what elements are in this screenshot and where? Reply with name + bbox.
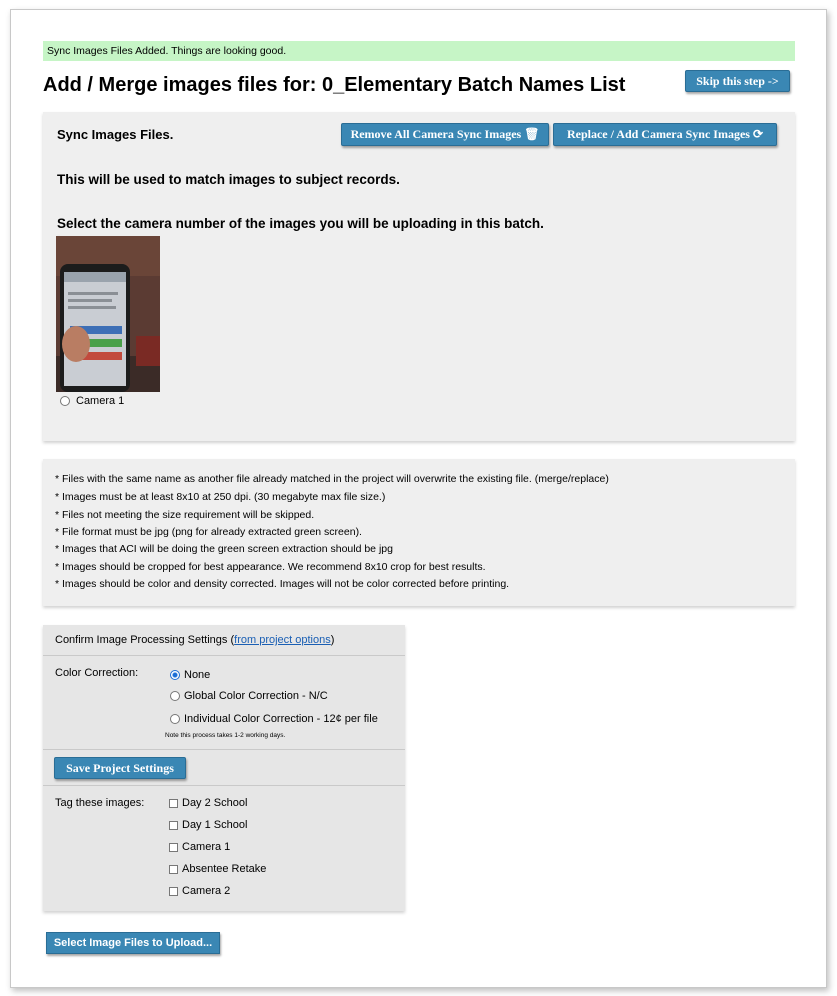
tag-option[interactable]: Camera 1 bbox=[169, 841, 230, 853]
tag-checkbox[interactable] bbox=[169, 887, 178, 896]
tag-checkbox[interactable] bbox=[169, 865, 178, 874]
purpose-text: This will be used to match images to subject records. bbox=[57, 172, 400, 187]
note-item: * Images should be cropped for best appearance. We recommend 8x10 crop for best results. bbox=[55, 561, 486, 573]
color-option-individual[interactable]: Individual Color Correction - 12¢ per file bbox=[170, 713, 378, 725]
camera-1-label: Camera 1 bbox=[76, 395, 125, 407]
tag-images-label: Tag these images: bbox=[55, 797, 145, 809]
tag-option[interactable]: Day 1 School bbox=[169, 819, 247, 831]
select-upload-files-button[interactable]: Select Image Files to Upload... bbox=[46, 932, 220, 954]
replace-sync-images-button[interactable]: Replace / Add Camera Sync Images ⟳ bbox=[553, 123, 777, 146]
color-option-global[interactable]: Global Color Correction - N/C bbox=[170, 690, 328, 702]
settings-divider bbox=[43, 785, 405, 786]
project-options-link[interactable]: from project options bbox=[234, 634, 331, 646]
save-project-settings-button[interactable]: Save Project Settings bbox=[54, 757, 186, 779]
tag-checkbox[interactable] bbox=[169, 843, 178, 852]
camera-1-radio[interactable] bbox=[60, 396, 70, 406]
note-item: * Files not meeting the size requirement will be skipped. bbox=[55, 509, 315, 521]
color-global-radio[interactable] bbox=[170, 691, 180, 701]
processing-note: Note this process takes 1-2 working days. bbox=[165, 732, 286, 739]
success-alert: Sync Images Files Added. Things are looking good. bbox=[43, 41, 795, 61]
page-title: Add / Merge images files for: 0_Elementary Batch Names List bbox=[43, 74, 626, 96]
tag-checkbox[interactable] bbox=[169, 799, 178, 808]
color-none-radio[interactable] bbox=[170, 670, 180, 680]
skip-step-button[interactable]: Skip this step -> bbox=[685, 70, 790, 92]
camera-thumbnail[interactable] bbox=[56, 236, 160, 392]
color-option-none[interactable]: None bbox=[170, 669, 210, 681]
tag-option[interactable]: Absentee Retake bbox=[169, 863, 266, 875]
remove-sync-images-button[interactable]: Remove All Camera Sync Images 🗑 bbox=[341, 123, 549, 146]
note-item: * File format must be jpg (png for already extracted green screen). bbox=[55, 526, 362, 538]
tag-option[interactable]: Camera 2 bbox=[169, 885, 230, 897]
tag-option[interactable]: Day 2 School bbox=[169, 797, 247, 809]
select-camera-text: Select the camera number of the images you will be uploading in this batch. bbox=[57, 216, 544, 231]
note-item: * Images that ACI will be doing the green screen extraction should be jpg bbox=[55, 543, 393, 555]
sync-section-title: Sync Images Files. bbox=[57, 127, 174, 142]
note-item: * Files with the same name as another file already matched in the project will overwrite the existing file. (merge/replace) bbox=[55, 473, 609, 485]
note-item: * Images should be color and density corrected. Images will not be color corrected before printing. bbox=[55, 578, 510, 590]
note-item: * Images must be at least 8x10 at 250 dpi. (30 megabyte max file size.) bbox=[55, 491, 386, 503]
camera-1-option[interactable] bbox=[60, 395, 124, 407]
color-individual-radio[interactable] bbox=[170, 714, 180, 724]
tag-checkbox[interactable] bbox=[169, 821, 178, 830]
color-correction-label: Color Correction: bbox=[55, 667, 139, 679]
settings-divider bbox=[43, 749, 405, 750]
settings-divider bbox=[43, 655, 405, 656]
settings-header: Confirm Image Processing Settings (from project options) bbox=[55, 634, 335, 646]
